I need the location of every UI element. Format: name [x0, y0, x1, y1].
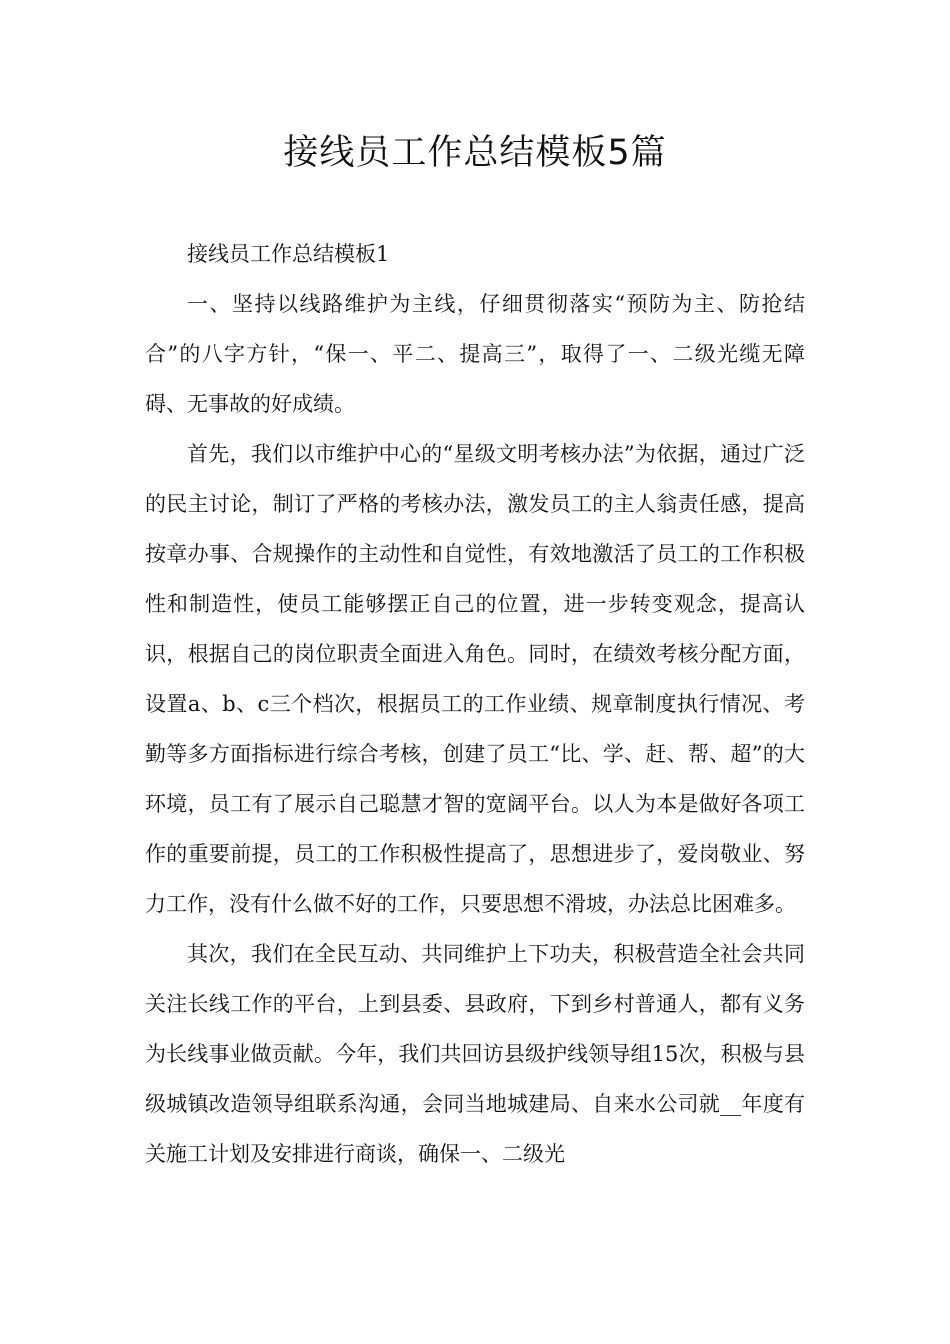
- paragraph-3: 其次，我们在全民互动、共同维护上下功夫，积极营造全社会共同关注长线工作的平台，上到县委、县政府，下到乡村普通人，都有义务为长线事业做贡献。今年，我们共回访县级护线领导组15次，积极与县级城镇改造领导组联系沟通，会同当地城建局、自来水公司就__年度有关施工计划及安排进行商谈，确保一、二级光: [145, 942, 805, 1166]
- section-subtitle: 接线员工作总结模板1: [187, 242, 390, 266]
- document-title: 接线员工作总结模板5篇: [283, 133, 667, 173]
- paragraph-2: 首先，我们以市维护中心的“星级文明考核办法”为依据，通过广泛的民主讨论，制订了严格的考核办法，激发员工的主人翁责任感，提高按章办事、合规操作的主动性和自觉性，有效地激活了员工的工作积极性和制造性，使员工能够摆正自己的位置，进一步转变观念，提高认识，根据自己的岗位职责全面进入角色。同时，在绩效考核分配方面，设置a、b、c三个档次，根据员工的工作业绩、规章制度执行情况、考勤等多方面指标进行综合考核，创建了员工“比、学、赶、帮、超”的大环境，员工有了展示自己聪慧才智的宽阔平台。以人为本是做好各项工作的重要前提，员工的工作积极性提高了，思想进步了，爱岗敬业、努力工作，没有什么做不好的工作，只要思想不滑坡，办法总比困难多。: [145, 442, 805, 916]
- paragraph-1: 一、坚持以线路维护为主线，仔细贯彻落实“预防为主、防抢结合”的八字方针，“保一、平二、提高三”，取得了一、二级光缆无障碍、无事故的好成绩。: [145, 292, 805, 416]
- document-body: [145, 229, 805, 1179]
